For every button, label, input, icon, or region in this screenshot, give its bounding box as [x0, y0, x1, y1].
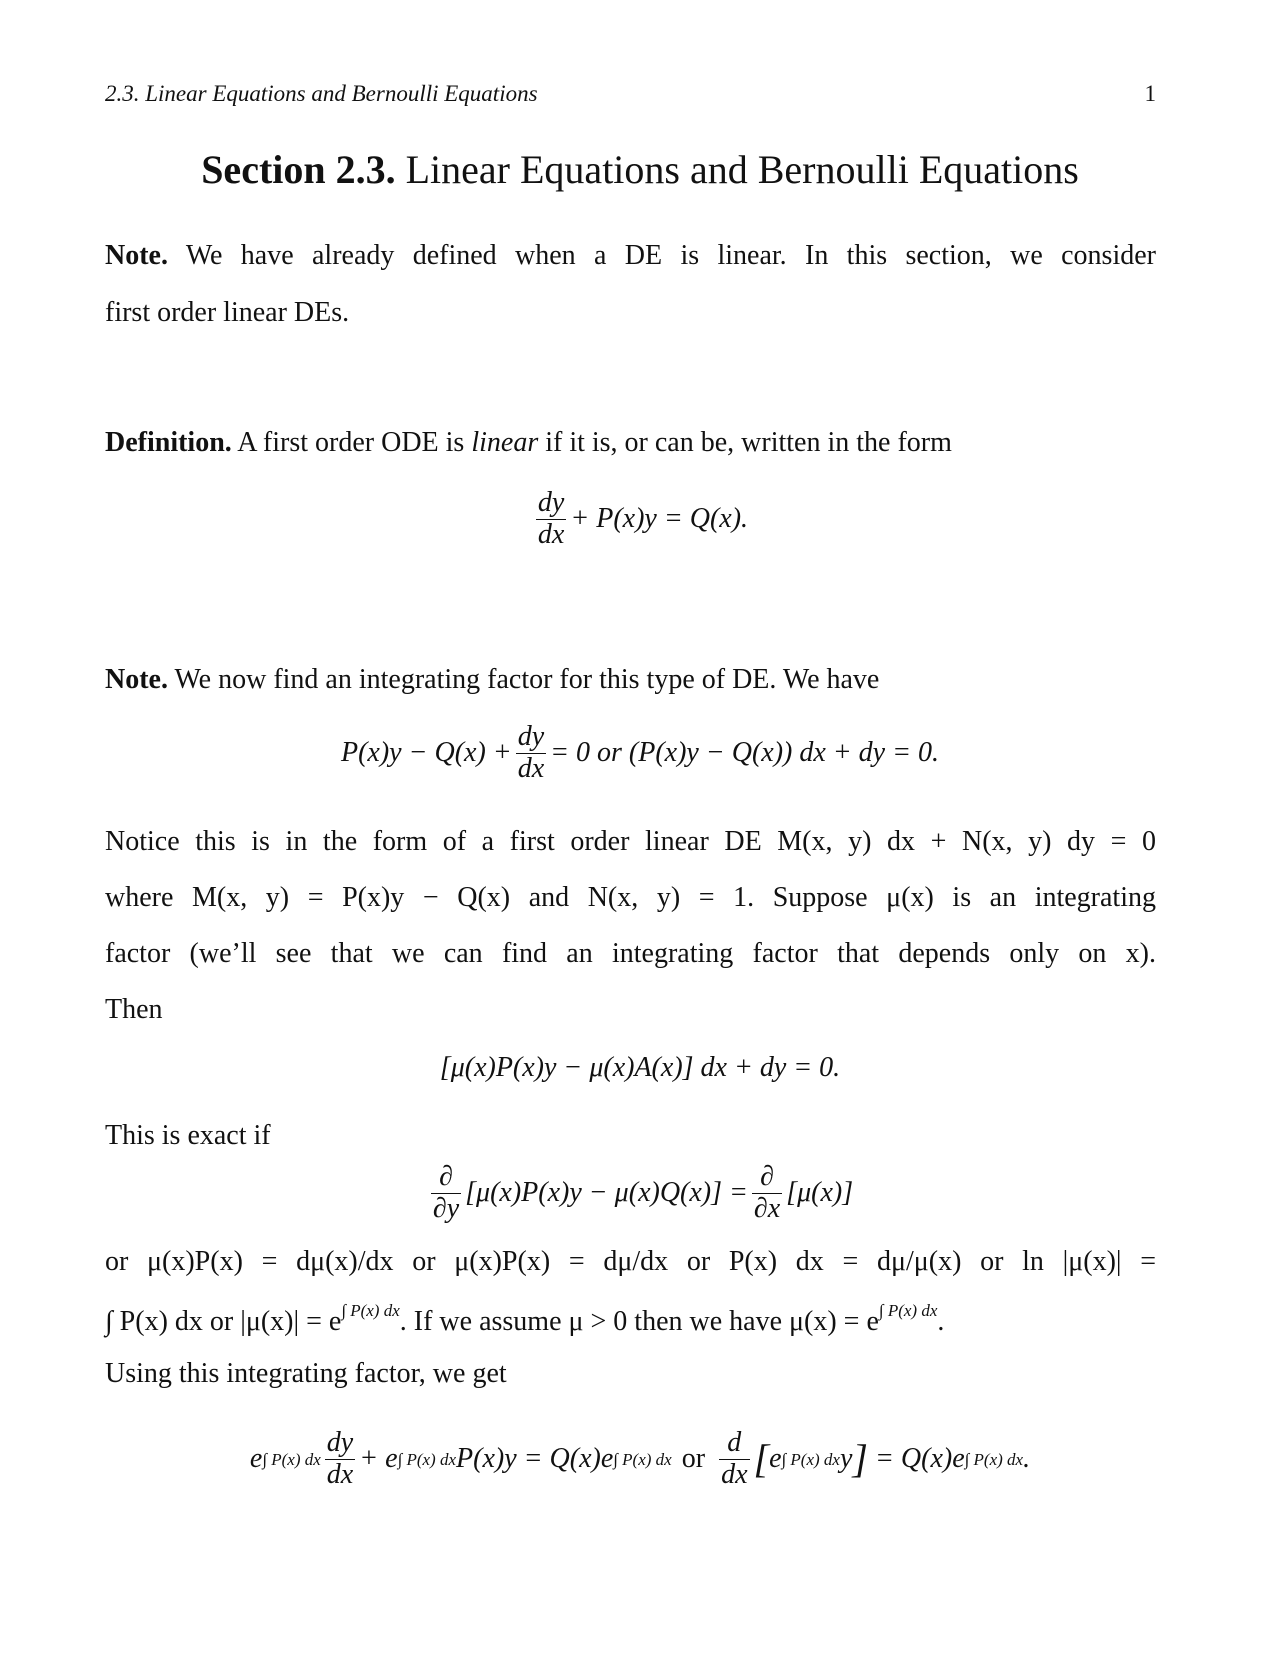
paragraph-line: Using this integrating factor, we get	[105, 1358, 507, 1389]
eq-right: [μ(x)]	[786, 1177, 854, 1209]
note-text-cont: first order linear DEs.	[105, 297, 350, 328]
exponent: ∫ P(x) dx	[781, 1449, 840, 1469]
y: y	[839, 1443, 853, 1475]
note-text: We have already defined when a DE is linear. In this section, we consider	[185, 240, 1156, 271]
equation-rest: + P(x)y = Q(x).	[570, 503, 749, 535]
note-text: We now find an integrating factor for this type of DE. We have	[174, 664, 880, 695]
paragraph-line: Then	[105, 994, 163, 1025]
eq-right: = 0 or (P(x)y − Q(x)) dx + dy = 0.	[550, 737, 940, 769]
numerator: ∂	[760, 1161, 774, 1192]
e: e	[249, 1443, 263, 1475]
right-bracket: ]	[852, 1436, 868, 1482]
or-text: or	[681, 1443, 706, 1475]
exponent: ∫ P(x) dx	[262, 1449, 321, 1469]
running-title: 2.3. Linear Equations and Bernoulli Equations	[105, 81, 538, 106]
eq-part: P(x)y = Q(x)e	[456, 1443, 614, 1475]
exponent: ∫ P(x) dx	[341, 1301, 400, 1320]
text: ∫ P(x) dx or |μ(x)| = e	[105, 1306, 342, 1337]
numerator: d	[727, 1427, 742, 1458]
eq-part: = Q(x)e	[875, 1443, 965, 1475]
exponent: ∫ P(x) dx	[397, 1449, 457, 1469]
numerator: ∂	[439, 1161, 453, 1192]
eq-left: P(x)y − Q(x) +	[340, 737, 512, 769]
paragraph-line: factor (we’ll see that we can find an integrating factor that depends only on x).	[105, 938, 1156, 969]
numerator: dy	[537, 487, 565, 518]
denominator: dx	[517, 752, 545, 784]
section-title	[0, 147, 1280, 192]
exponent: ∫ P(x) dx	[613, 1449, 672, 1469]
section-title-text: Linear Equations and Bernoulli Equations	[405, 147, 1079, 192]
definition-text: A first order ODE is	[237, 427, 465, 458]
definition-label: Definition.	[105, 427, 232, 458]
paragraph-line: or μ(x)P(x) = dμ(x)/dx or μ(x)P(x) = dμ/dx or P(x) dx = dμ/μ(x) or ln |μ(x)| =	[105, 1246, 1156, 1277]
text: .	[937, 1306, 945, 1337]
exponent: ∫ P(x) dx	[878, 1301, 938, 1320]
equation-exactness	[0, 1162, 1280, 1225]
running-header	[105, 82, 1156, 105]
numerator: dy	[517, 721, 545, 752]
e: e	[769, 1443, 782, 1475]
note-label: Note.	[105, 664, 168, 695]
left-bracket: [	[753, 1436, 770, 1482]
note-1	[105, 242, 1156, 270]
text: . If we assume μ > 0 then we have μ(x) = e	[399, 1306, 879, 1337]
note-2	[105, 666, 1156, 694]
eq-mid: [μ(x)P(x)y − μ(x)Q(x)] =	[465, 1177, 748, 1209]
denominator: ∂x	[753, 1192, 781, 1224]
eq-part: + e	[359, 1443, 398, 1475]
period: .	[1023, 1443, 1031, 1475]
definition-term: linear	[471, 427, 539, 458]
note-label: Note.	[105, 240, 168, 271]
paragraph-line: where M(x, y) = P(x)y − Q(x) and N(x, y) = 1. Suppose μ(x) is an integrating	[105, 882, 1156, 913]
denominator: dx	[326, 1458, 354, 1490]
paragraph-line: This is exact if	[105, 1120, 271, 1151]
definition-text: if it is, or can be, written in the form	[545, 427, 952, 458]
paragraph-line: Notice this is in the form of a first order linear DE M(x, y) dx + N(x, y) dy = 0	[105, 826, 1156, 857]
definition	[105, 429, 1156, 457]
equation-linear-form	[0, 488, 1280, 551]
denominator: ∂y	[432, 1192, 460, 1224]
section-number: Section 2.3.	[201, 147, 396, 192]
denominator: dx	[537, 518, 565, 550]
exponent: ∫ P(x) dx	[964, 1449, 1024, 1469]
equation-integrated	[0, 1428, 1280, 1491]
equation-2	[0, 722, 1280, 785]
paragraph-line	[105, 1302, 1156, 1336]
numerator: dy	[326, 1427, 354, 1458]
equation-3: [μ(x)P(x)y − μ(x)A(x)] dx + dy = 0.	[439, 1052, 841, 1083]
page-number: 1	[1144, 81, 1156, 106]
denominator: dx	[721, 1458, 748, 1490]
